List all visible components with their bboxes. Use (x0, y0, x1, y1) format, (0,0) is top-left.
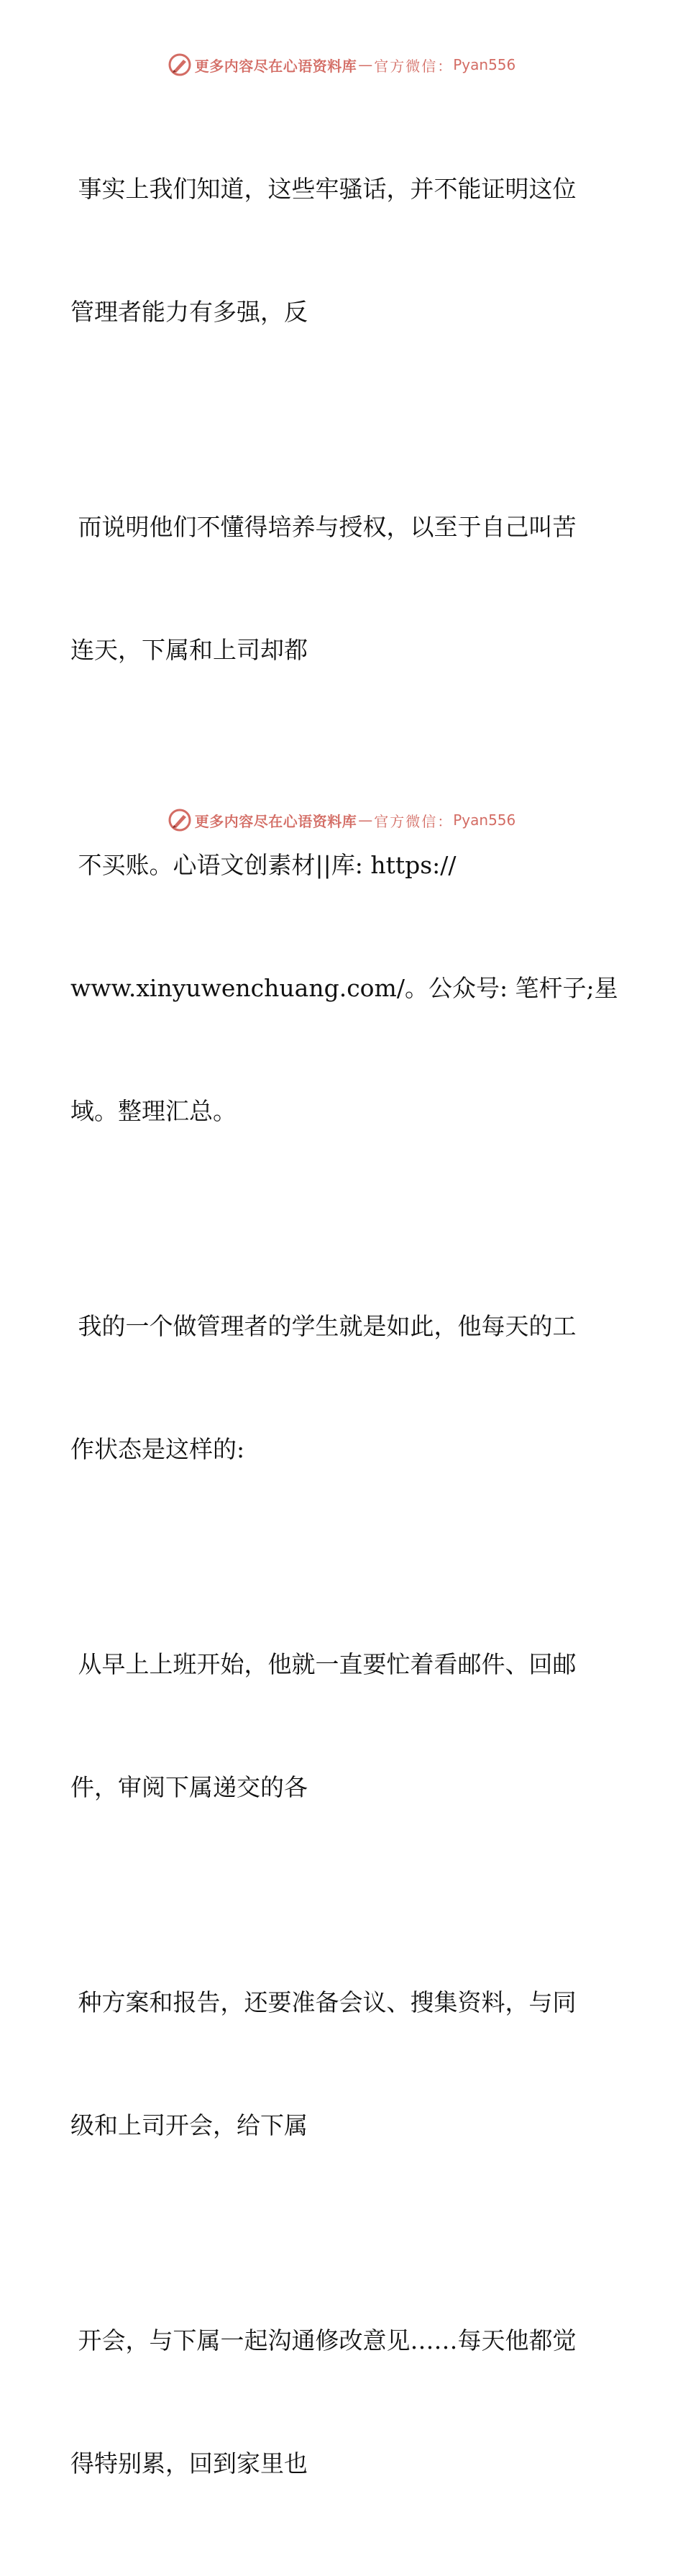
paragraph (70, 424, 602, 752)
pen-logo-icon (168, 53, 192, 77)
footer-wechat-id: Pyan556 (453, 811, 516, 829)
document-body (70, 86, 618, 2576)
header-brand: 更多内容尽在心语资料库 (194, 57, 357, 75)
footer-watermark (0, 806, 683, 834)
paragraph-line: 种方案和报告，还要准备会议、搜集资料，与同 (70, 1988, 577, 2016)
header-watermark (0, 50, 683, 79)
header-dash: — (358, 56, 373, 73)
header-wechat-label: 官方微信： (374, 57, 454, 75)
paragraph-line: 件，审阅下属递交的各 (70, 1773, 308, 1801)
paragraph-line: 级和上司开会，给下属 (70, 2111, 308, 2139)
paragraph-line: 域。整理汇总。 (70, 1097, 237, 1125)
paragraph-line: 而说明他们不懂得培养与授权，以至于自己叫苦 (70, 513, 577, 541)
paragraph (70, 2238, 602, 2566)
footer-wechat-label: 官方微信： (374, 812, 454, 830)
paragraph-line: 从早上上班开始，他就一直要忙着看邮件、回邮 (70, 1650, 577, 1678)
footer-dash: — (358, 811, 373, 829)
header-wechat-id: Pyan556 (453, 56, 516, 73)
paragraph-line: 管理者能力有多强，反 (70, 298, 308, 326)
paragraph-line: 开会，与下属一起沟通修改意见……每天他都觉 (70, 2326, 577, 2354)
paragraph-line: 得特别累，回到家里也 (70, 2449, 308, 2477)
footer-brand: 更多内容尽在心语资料库 (194, 812, 357, 830)
paragraph-line: 我的一个做管理者的学生就是如此，他每天的工 (70, 1312, 577, 1340)
paragraph-line: 连天，下属和上司却都 (70, 636, 308, 664)
paragraph-line: 不买账。心语文创素材||库: https:// (70, 851, 457, 879)
paragraph (70, 1224, 602, 1552)
paragraph-line: 作状态是这样的: (70, 1435, 245, 1463)
paragraph (70, 1900, 602, 2228)
paragraph (70, 1562, 602, 1890)
pen-logo-icon (168, 808, 192, 832)
paragraph-line: www.xinyuwenchuang.com/。公众号: 笔杆子;星 (70, 974, 618, 1002)
paragraph-line: 事实上我们知道，这些牢骚话，并不能证明这位 (70, 175, 577, 203)
paragraph (70, 86, 602, 414)
